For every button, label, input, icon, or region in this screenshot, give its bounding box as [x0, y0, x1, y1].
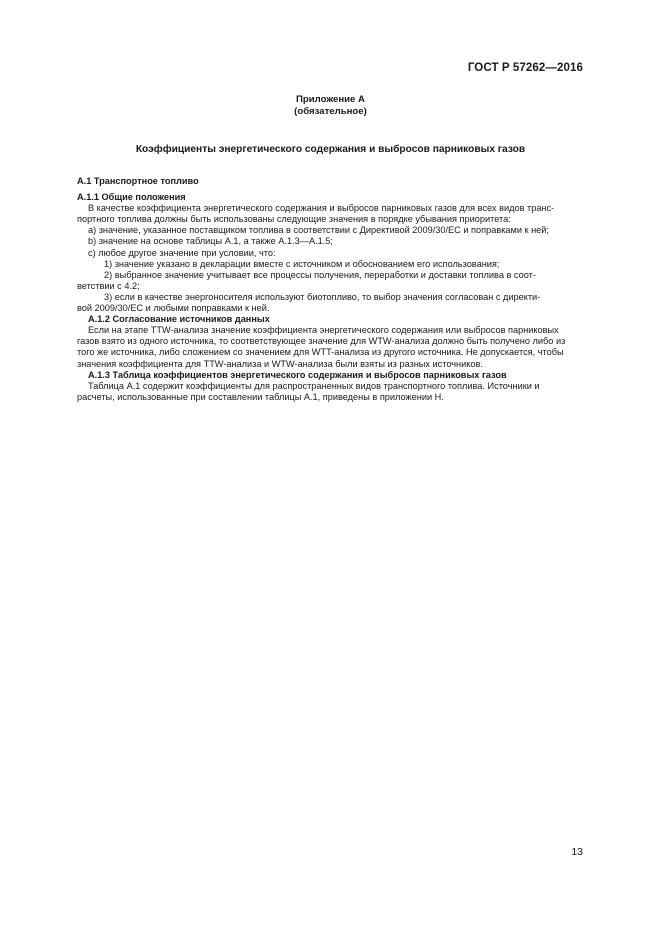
appendix-heading: Коэффициенты энергетического содержания и выбросов парниковых газов [135, 144, 526, 155]
section-a1-title: А.1 Транспортное топливо [77, 176, 199, 186]
sub-item-1: 1) значение указано в декларации вместе с источником и обоснованием его использования; [104, 258, 500, 269]
a13-line2: расчеты, использованные при составлении таблицы А.1, приведены в приложении Н. [77, 391, 444, 402]
appendix-status: (обязательное) [294, 106, 367, 117]
list-item-c: с) любое другое значение при условии, что: [88, 247, 276, 258]
a12-line4: значения коэффициента для TTW-анализа и WTW-анализа были взяты из разных источников. [77, 358, 483, 369]
list-item-b: b) значение на основе таблицы А.1, а также А.1.3—А.1.5; [88, 236, 333, 247]
a12-line2: газов взято из одного источника, то соответствующее значение для WTW-анализа должно быть получено либо из [77, 336, 566, 347]
sub-item-2-line2: ветствии с 4.2; [77, 280, 140, 291]
document-code: ГОСТ Р 57262—2016 [467, 62, 583, 74]
a12-line1: Если на этапе TTW-анализа значение коэффициента энергетического содержания или выбросов парниковых [88, 325, 559, 336]
appendix-title: Приложение А [296, 94, 365, 105]
a12-line3: того же источника, либо сложением со значением для WTT-анализа из другого источника. Не допускается, чтобы [77, 347, 564, 358]
a11-para-line2: портного топлива должны быть использованы следующие значения в порядке убывания приоритета: [77, 214, 511, 225]
a11-para-line1: В качестве коэффициента энергетического содержания и выбросов парниковых газов для всех видов транс- [88, 203, 555, 214]
sub-item-3-line2: вой 2009/30/ЕС и любыми поправками к ней. [77, 303, 270, 314]
list-item-a: а) значение, указанное поставщиком топлива в соответствии с Директивой 2009/30/ЕС и поправками к ней; [88, 225, 549, 236]
section-a11-title: А.1.1 Общие положения [77, 192, 186, 203]
sub-item-2-line1: 2) выбранное значение учитывает все процессы получения, переработки и доставки топлива в соот- [104, 269, 536, 280]
section-a12-title: А.1.2 Согласование источников данных [88, 314, 270, 325]
section-a13-title: А.1.3 Таблица коэффициентов энергетического содержания и выбросов парниковых газов [88, 369, 507, 380]
page-number: 13 [571, 846, 583, 858]
a13-line1: Таблица А.1 содержит коэффициенты для распространенных видов транспортного топлива. Источники и [88, 380, 540, 391]
page-content [77, 94, 584, 403]
sub-item-3-line1: 3) если в качестве энергоносителя используют биотопливо, то выбор значения согласован с директи- [104, 291, 541, 302]
